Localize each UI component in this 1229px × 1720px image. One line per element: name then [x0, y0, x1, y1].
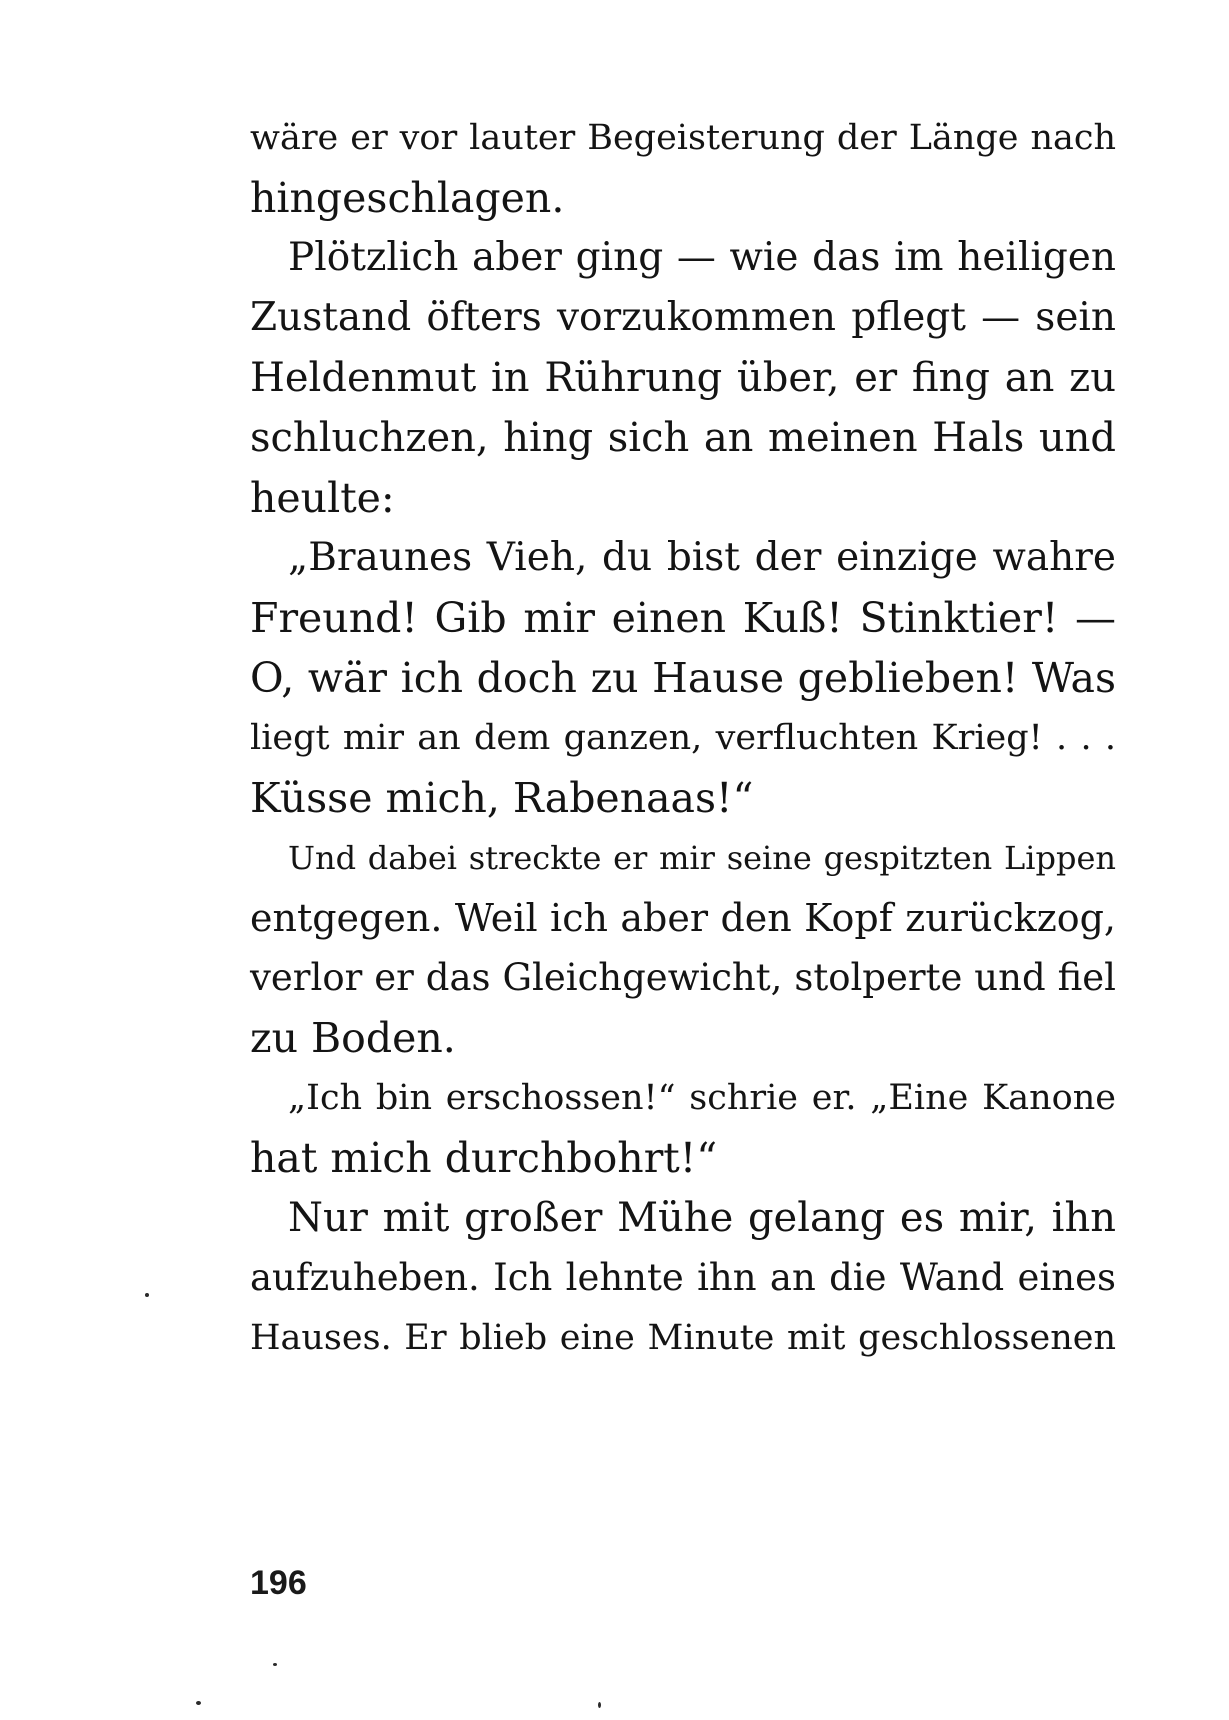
- text-line: Nur mit großer Mühe gelang es mir, ihn: [288, 1195, 1116, 1241]
- text-line: verlor er das Gleichgewicht, stolperte und fiel: [250, 956, 1116, 999]
- text-line: wäre er vor lauter Begeisterung der Länge nach: [250, 118, 1116, 158]
- text-line: zu Boden.: [250, 1014, 456, 1062]
- text-line: Küsse mich, Rabenaas!“: [250, 774, 754, 822]
- text-line: „Braunes Vieh, du bist der einzige wahre: [288, 535, 1116, 580]
- text-line: Heldenmut in Rührung über, er fing an zu: [250, 355, 1116, 401]
- text-line: Hauses. Er blieb eine Minute mit geschlossenen: [250, 1318, 1116, 1358]
- text-line: schluchzen, hing sich an meinen Hals und: [250, 415, 1116, 461]
- text-line: Zustand öfters vorzukommen pflegt — sein: [250, 295, 1116, 340]
- text-line: aufzuheben. Ich lehnte ihn an die Wand eines: [250, 1256, 1116, 1299]
- text-line: entgegen. Weil ich aber den Kopf zurückzog,: [250, 896, 1116, 940]
- print-speck: [273, 1663, 277, 1666]
- text-line: Freund! Gib mir einen Kuß! Stinktier! —: [250, 594, 1116, 642]
- print-speck: [598, 1702, 601, 1708]
- text-line: hingeschlagen.: [250, 174, 565, 222]
- print-speck: [196, 1701, 201, 1705]
- print-speck: [145, 1293, 149, 1297]
- page-number: 196: [250, 1564, 307, 1602]
- text-line: O, wär ich doch zu Hause geblieben! Was: [250, 654, 1116, 702]
- text-line: liegt mir an dem ganzen, verfluchten Krieg! . . .: [250, 718, 1116, 758]
- text-line: „Ich bin erschossen!“ schrie er. „Eine Kanone: [288, 1078, 1116, 1118]
- text-line: Plötzlich aber ging — wie das im heiligen: [288, 235, 1116, 280]
- text-line: heulte:: [250, 474, 395, 522]
- text-line: hat mich durchbohrt!“: [250, 1134, 718, 1182]
- text-line: Und dabei streckte er mir seine gespitzten Lippen: [288, 839, 1116, 877]
